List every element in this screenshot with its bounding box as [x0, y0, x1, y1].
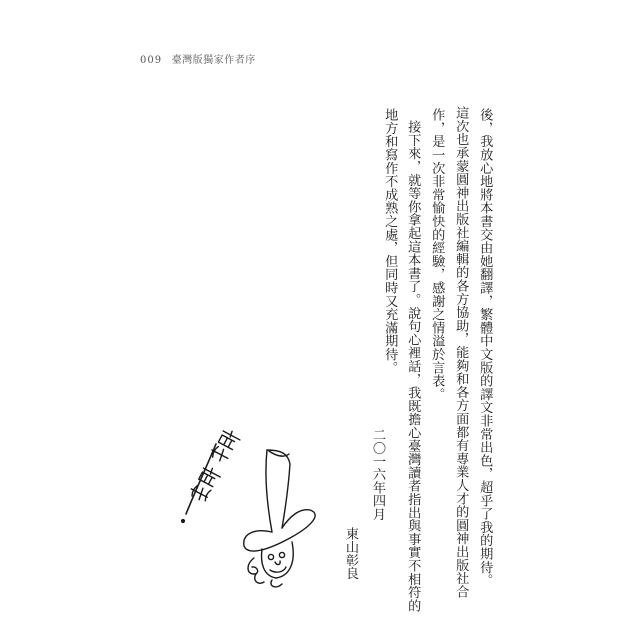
text-column-3: 作，是一次非常愉快的經驗，感謝之情溢於言表。: [429, 108, 445, 401]
text-column-1: 後，我放心地將本書交由她翻譯，繁體中文版的譯文非常出色，超乎了我的期待。: [477, 108, 493, 587]
text-column-5: 地方和寫作不成熟之處，但同時又充滿期待。: [382, 108, 398, 374]
author-name: 東山彰良: [343, 527, 358, 580]
page-number: 009: [140, 55, 163, 66]
sign-off-date: 二〇一六年四月: [370, 428, 385, 521]
text-column-4: 接下來，就等你拿起這本書了。說句心裡話，我既擔心臺灣讀者指出與事實不相符的: [405, 120, 421, 613]
handwritten-thanks-glyphs: [188, 427, 241, 503]
text-column-2: 這次也承蒙圓神出版社編輯的各方協助，能夠和各方面都有專業人才的圓神出版社合: [453, 106, 469, 599]
author-signature-doodle: [172, 424, 332, 594]
running-head: [140, 51, 256, 66]
section-title: 臺灣版獨家作者序: [171, 55, 256, 66]
